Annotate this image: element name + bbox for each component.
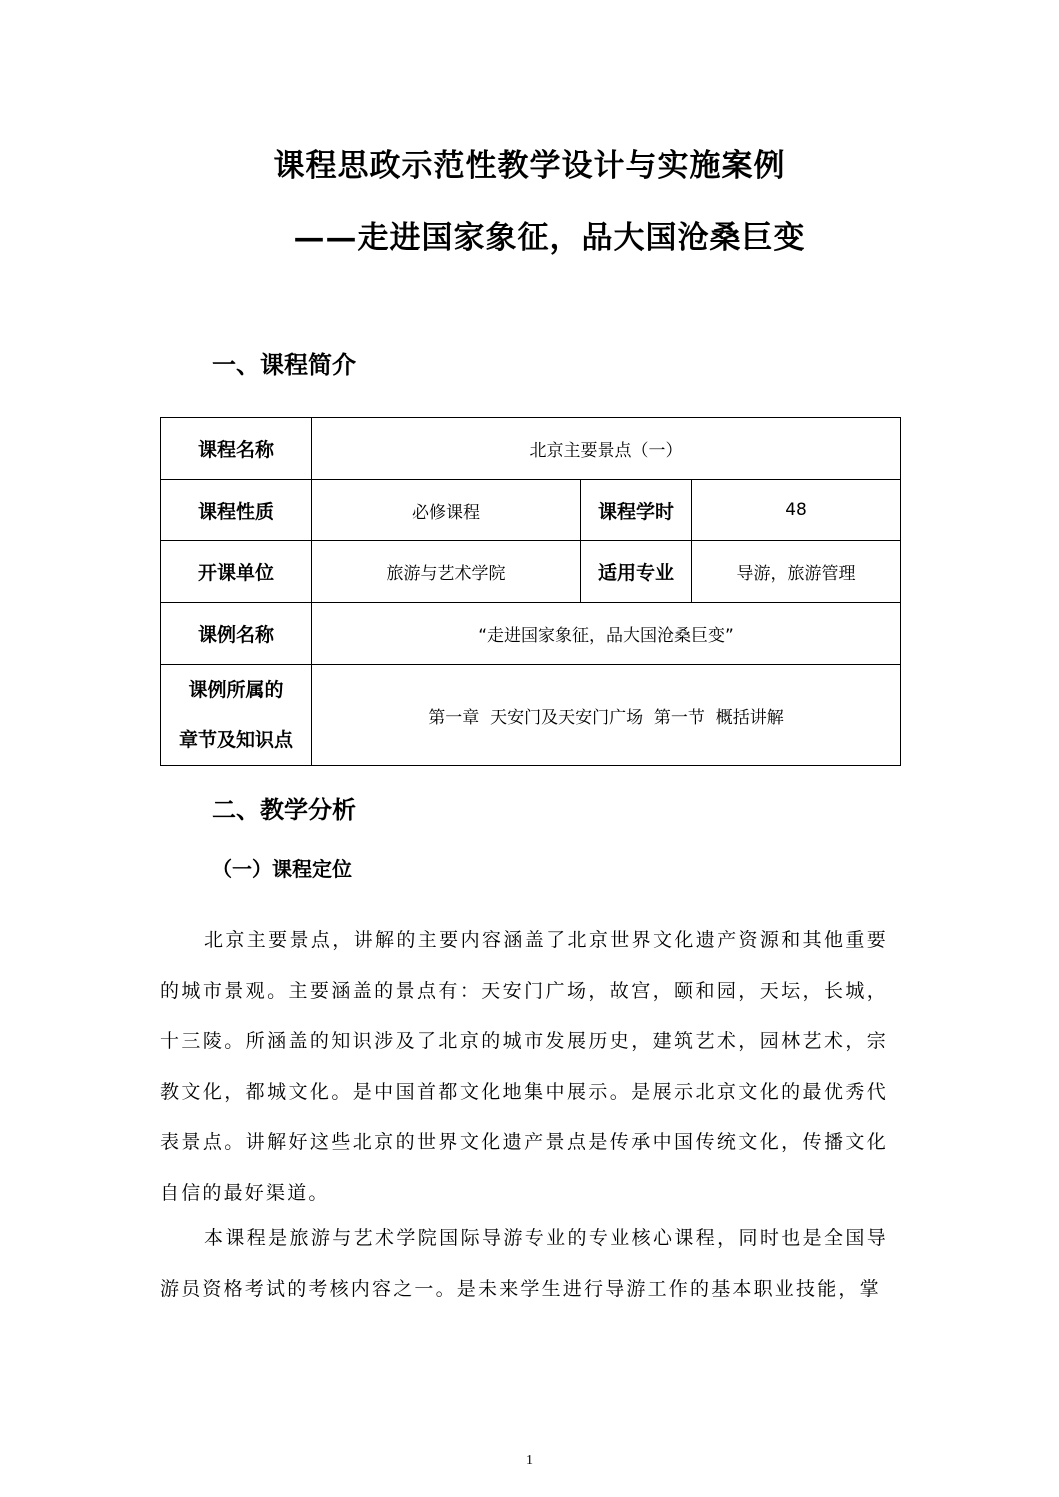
document-subtitle: ——走进国家象征，品大国沧桑巨变 <box>293 220 806 256</box>
body-paragraph: 北京主要景点，讲解的主要内容涵盖了北京世界文化遗产资源和其他重要的城市景观。主要涵盖的景点有：天安门广场，故宫，颐和园，天坛，长城，十三陵。所涵盖的知识涉及了北京的城市发展历史，建筑艺术，园林艺术，宗教文化，都城文化。是中国首都文化地集中展示。是展示北京文化的最优秀代表景点。讲解好这些北京的世界文化遗产景点是传承中国传统文化，传播文化自信的最好渠道。 <box>160 929 888 1204</box>
course-info-table <box>160 417 901 766</box>
department-label: 开课单位 <box>161 541 312 603</box>
course-name-label: 课程名称 <box>161 418 312 480</box>
case-name-value: “走进国家象征，品大国沧桑巨变” <box>312 603 901 665</box>
table-row <box>161 418 901 480</box>
body-paragraph: 本课程是旅游与艺术学院国际导游专业的专业核心课程，同时也是全国导游员资格考试的考核内容之一。是未来学生进行导游工作的基本职业技能，掌 <box>160 1227 888 1300</box>
table-row <box>161 480 901 541</box>
page-number: 1 <box>526 1453 533 1468</box>
document-title: 课程思政示范性教学设计与实施案例 <box>273 148 786 184</box>
course-hours-value: 48 <box>692 480 901 541</box>
table-row <box>161 665 901 766</box>
subsection-heading-course-positioning: （一）课程定位 <box>212 857 352 881</box>
case-name-label: 课例名称 <box>161 603 312 665</box>
chapter-label-line1: 课例所属的 <box>188 679 284 701</box>
course-type-value: 必修课程 <box>312 480 581 541</box>
table-row <box>161 603 901 665</box>
chapter-label-line2: 章节及知识点 <box>178 729 293 751</box>
major-value: 导游，旅游管理 <box>692 541 901 603</box>
course-hours-label: 课程学时 <box>581 480 692 541</box>
section-heading-teaching-analysis: 二、教学分析 <box>212 795 356 824</box>
course-type-label: 课程性质 <box>161 480 312 541</box>
chapter-label <box>161 665 312 766</box>
department-value: 旅游与艺术学院 <box>312 541 581 603</box>
major-label: 适用专业 <box>581 541 692 603</box>
course-name-value: 北京主要景点（一） <box>312 418 901 480</box>
chapter-value: 第一章 天安门及天安门广场 第一节 概括讲解 <box>312 665 901 766</box>
section-heading-course-intro: 一、课程简介 <box>212 350 356 379</box>
table-row <box>161 541 901 603</box>
